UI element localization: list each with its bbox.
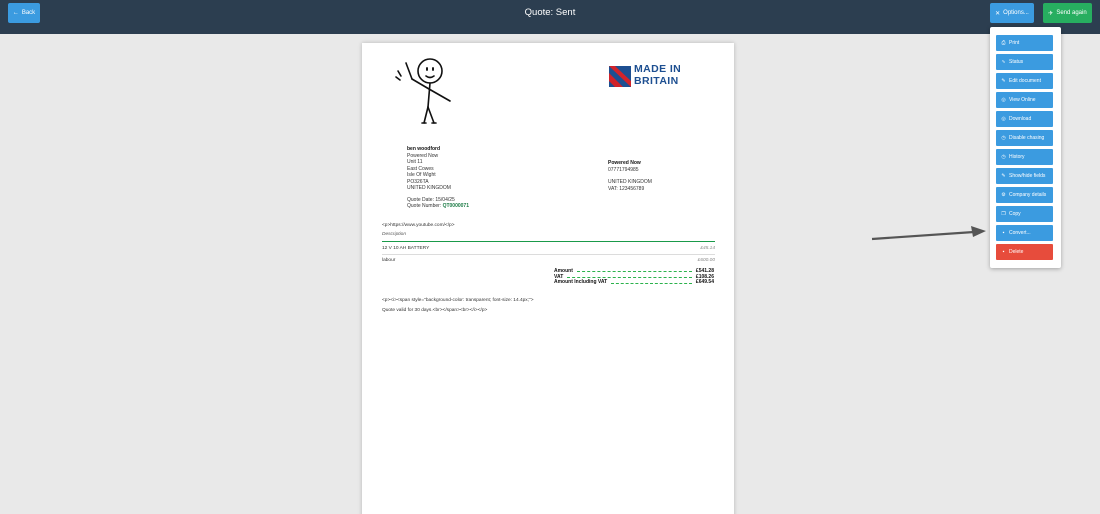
sender-details bbox=[407, 146, 469, 210]
send-again-button[interactable] bbox=[1043, 3, 1092, 23]
sender-address-line: Isle Of Wight bbox=[407, 172, 436, 178]
download-icon: ◎ bbox=[1001, 116, 1006, 122]
footer-text-line: Quote valid for 30 days.<br></span><br></i></p> bbox=[382, 308, 488, 313]
menu-item-edit-document[interactable]: ✎ Edit document bbox=[996, 73, 1053, 89]
line-item-amount: £45.14 bbox=[700, 246, 715, 251]
line-item-description: labour bbox=[382, 258, 396, 263]
sender-address-line: PO326TA bbox=[407, 178, 429, 185]
trash-icon: ▪ bbox=[1002, 249, 1005, 255]
recipient-vat: VAT: 123456789 bbox=[608, 185, 645, 192]
total-row-vat: VAT £108.26 bbox=[554, 273, 714, 280]
divider bbox=[382, 254, 715, 255]
quote-number-label: Quote Number: bbox=[407, 203, 442, 209]
globe-icon: ◎ bbox=[1001, 97, 1006, 103]
recipient-country: UNITED KINGDOM bbox=[608, 179, 652, 185]
footer-text-line: <p><i><span style="background-color: transparent; font-size: 14.4px;"> bbox=[382, 298, 534, 303]
stick-figure-logo bbox=[392, 51, 454, 129]
union-flag-icon bbox=[609, 66, 631, 87]
document-icon: ▪ bbox=[1002, 230, 1005, 236]
sender-address-line: UNITED KINGDOM bbox=[407, 185, 451, 191]
history-icon: ◷ bbox=[1001, 154, 1006, 160]
send-again-label: Send again bbox=[1056, 10, 1087, 16]
menu-item-download[interactable]: ◎ Download bbox=[996, 111, 1053, 127]
pencil-icon: ✎ bbox=[1001, 173, 1006, 179]
options-button[interactable] bbox=[990, 3, 1034, 23]
quote-number: QT0000071 bbox=[442, 203, 469, 209]
menu-item-disable-chasing[interactable]: ◷ Disable chasing bbox=[996, 130, 1053, 146]
back-label: Back bbox=[21, 10, 36, 16]
back-button[interactable] bbox=[8, 3, 40, 23]
pencil-icon: ✎ bbox=[1001, 78, 1006, 84]
intro-text: <p>https://www.youtube.com/</p> bbox=[382, 223, 455, 228]
sender-company: Powered Now bbox=[407, 152, 439, 159]
status-icon: ∿ bbox=[1001, 59, 1006, 65]
totals-block bbox=[554, 268, 714, 285]
menu-item-copy[interactable]: ❐ Copy bbox=[996, 206, 1053, 222]
gear-icon: ⚙ bbox=[1001, 192, 1006, 198]
line-item bbox=[382, 246, 715, 251]
page-title: Quote: Sent bbox=[524, 7, 576, 18]
menu-item-status[interactable]: ∿ Status bbox=[996, 54, 1053, 70]
menu-item-print[interactable]: ⎙ Print bbox=[996, 35, 1053, 51]
print-icon: ⎙ bbox=[1001, 40, 1006, 46]
sender-address-line: Unit 11 bbox=[407, 159, 423, 165]
menu-item-company-details[interactable]: ⚙ Company details bbox=[996, 187, 1053, 203]
menu-item-show-hide-fields[interactable]: ✎ Show/hide fields bbox=[996, 168, 1053, 184]
clock-icon: ◷ bbox=[1001, 135, 1006, 141]
divider bbox=[382, 241, 715, 242]
copy-icon: ❐ bbox=[1001, 211, 1006, 217]
line-item bbox=[382, 258, 715, 263]
quote-date: Quote Date: 15/04/25 bbox=[407, 196, 455, 203]
recipient-phone: 07771794985 bbox=[608, 166, 639, 173]
sender-name: ben woodford bbox=[407, 146, 441, 152]
quote-number-row bbox=[407, 203, 469, 210]
line-item-description: 12 V 10 AH BATTERY bbox=[382, 246, 430, 251]
brand-text: MADE IN BRITAIN bbox=[634, 63, 682, 87]
top-bar bbox=[0, 0, 1100, 34]
pointer-arrow bbox=[870, 225, 988, 245]
send-icon: ✈ bbox=[1048, 10, 1054, 17]
total-row-amount: Amount £541.28 bbox=[554, 267, 714, 274]
options-dropdown-menu bbox=[990, 27, 1061, 268]
sender-address-line: East Cowes bbox=[407, 165, 434, 172]
recipient-name: Powered Now bbox=[608, 160, 641, 166]
quote-document bbox=[362, 43, 734, 514]
menu-item-convert[interactable]: ▪ Convert... bbox=[996, 225, 1053, 241]
recipient-details bbox=[608, 160, 652, 192]
close-icon: ✕ bbox=[995, 10, 1001, 17]
menu-item-delete[interactable]: ▪ Delete bbox=[996, 244, 1053, 260]
menu-item-view-online[interactable]: ◎ View Online bbox=[996, 92, 1053, 108]
description-header: Description bbox=[382, 232, 406, 237]
menu-item-history[interactable]: ◷ History bbox=[996, 149, 1053, 165]
made-in-britain-logo bbox=[609, 64, 701, 90]
arrow-left-icon: ← bbox=[12, 10, 19, 16]
line-item-amount: £600.00 bbox=[697, 258, 715, 263]
total-row-amount-including-vat: Amount Including VAT £649.54 bbox=[554, 279, 714, 286]
options-label: Options... bbox=[1003, 10, 1029, 16]
